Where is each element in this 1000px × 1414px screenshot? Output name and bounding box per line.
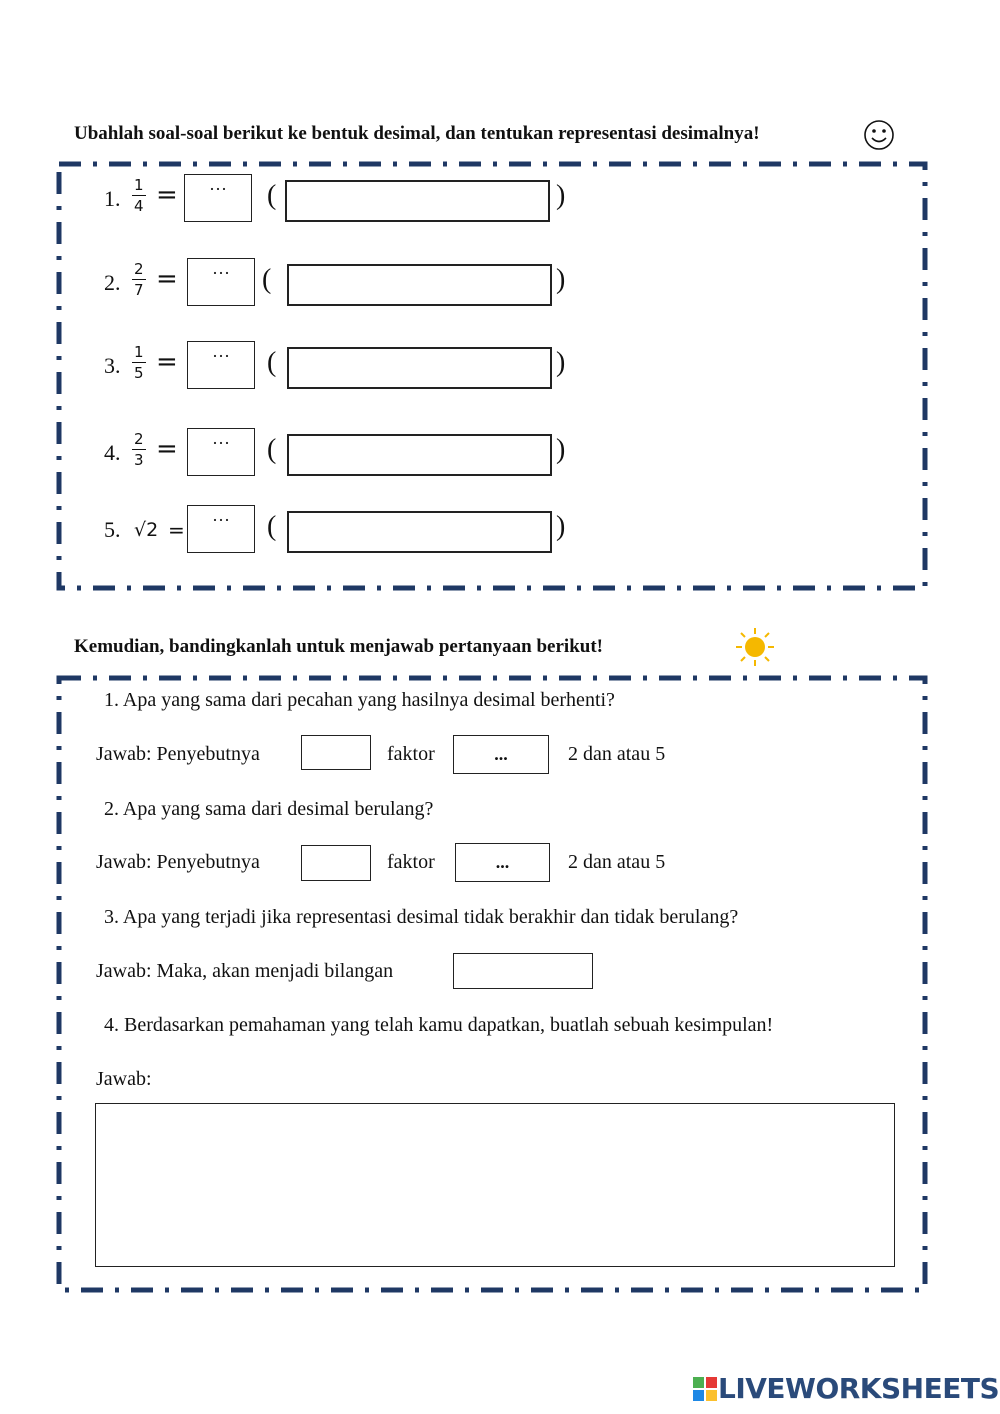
smiley-icon	[862, 118, 896, 152]
answer-1-prefix: Jawab: Penyebutnya	[96, 743, 260, 765]
decimal-answer-box[interactable]	[187, 341, 255, 389]
open-paren: (	[267, 347, 277, 378]
fraction-numerator: 2	[134, 260, 144, 278]
open-paren: (	[262, 264, 272, 295]
fraction	[132, 344, 146, 382]
close-paren: )	[556, 264, 566, 295]
fraction-denominator: 7	[134, 281, 144, 299]
decimal-answer-box[interactable]	[187, 505, 255, 553]
equals-sign: =	[156, 264, 178, 294]
answer-placeholder: ···	[209, 179, 227, 199]
close-paren: )	[556, 180, 566, 211]
answer-2-suffix: 2 dan atau 5	[568, 851, 666, 873]
answer-2-middle: faktor	[387, 851, 435, 873]
answer-4-textarea[interactable]	[95, 1103, 895, 1267]
decimal-answer-box[interactable]	[187, 258, 255, 306]
answer-2-prefix: Jawab: Penyebutnya	[96, 851, 260, 873]
exercise-number: 3.	[104, 353, 121, 378]
fraction-numerator: 1	[134, 176, 144, 194]
representation-input[interactable]	[287, 264, 552, 306]
fraction	[132, 261, 146, 299]
sun-icon	[734, 626, 776, 668]
section2-heading: Kemudian, bandingkanlah untuk menjawab pertanyaan berikut!	[74, 636, 603, 657]
answer-placeholder: ···	[212, 433, 230, 453]
representation-input[interactable]	[287, 347, 552, 389]
fraction-numerator: 2	[134, 430, 144, 448]
representation-input[interactable]	[287, 511, 552, 553]
exercise-number: 1.	[104, 186, 121, 211]
exercise-number: 5.	[104, 517, 121, 542]
answer-placeholder: ···	[212, 346, 230, 366]
equals-sign: =	[156, 180, 178, 210]
answer-3-prefix: Jawab: Maka, akan menjadi bilangan	[96, 960, 394, 982]
representation-input[interactable]	[287, 434, 552, 476]
exercise-number: 2.	[104, 270, 121, 295]
answer-2-box-a[interactable]	[301, 845, 371, 881]
answer-4-prefix: Jawab:	[96, 1068, 152, 1090]
answer-placeholder: ···	[212, 510, 230, 530]
close-paren: )	[556, 434, 566, 465]
open-paren: (	[267, 434, 277, 465]
answer-1-box-b[interactable]: ...	[453, 735, 549, 774]
liveworksheets-logo: LIVEWORKSHEETS	[692, 1372, 999, 1405]
question-3: 3. Apa yang terjadi jika representasi desimal tidak berakhir dan tidak berulang?	[104, 906, 739, 928]
fraction-denominator: 3	[134, 451, 144, 469]
answer-1-box-a[interactable]	[301, 735, 371, 770]
section1-heading: Ubahlah soal-soal berikut ke bentuk desimal, dan tentukan representasi desimalnya!	[74, 123, 760, 144]
answer-placeholder: ···	[212, 263, 230, 283]
fraction	[132, 177, 146, 215]
open-paren: (	[267, 511, 277, 542]
equals-sign: =	[168, 518, 185, 542]
answer-3-box[interactable]	[453, 953, 593, 989]
close-paren: )	[556, 511, 566, 542]
fraction-denominator: 4	[134, 197, 144, 215]
answer-2-box-b[interactable]: ...	[455, 843, 550, 882]
close-paren: )	[556, 347, 566, 378]
answer-1-suffix: 2 dan atau 5	[568, 743, 666, 765]
fraction-numerator: 1	[134, 343, 144, 361]
equals-sign: =	[156, 347, 178, 377]
fraction-denominator: 5	[134, 364, 144, 382]
decimal-answer-box[interactable]	[184, 174, 252, 222]
representation-input[interactable]	[285, 180, 550, 222]
logo-grid-icon	[692, 1376, 718, 1402]
sqrt-expression: √2	[134, 519, 159, 541]
fraction	[132, 431, 146, 469]
question-4: 4. Berdasarkan pemahaman yang telah kamu dapatkan, buatlah sebuah kesimpulan!	[104, 1014, 774, 1036]
question-2: 2. Apa yang sama dari desimal berulang?	[104, 798, 434, 820]
answer-1-middle: faktor	[387, 743, 435, 765]
question-1: 1. Apa yang sama dari pecahan yang hasilnya desimal berhenti?	[104, 689, 615, 711]
decimal-answer-box[interactable]	[187, 428, 255, 476]
open-paren: (	[267, 180, 277, 211]
equals-sign: =	[156, 434, 178, 464]
exercise-number: 4.	[104, 440, 121, 465]
